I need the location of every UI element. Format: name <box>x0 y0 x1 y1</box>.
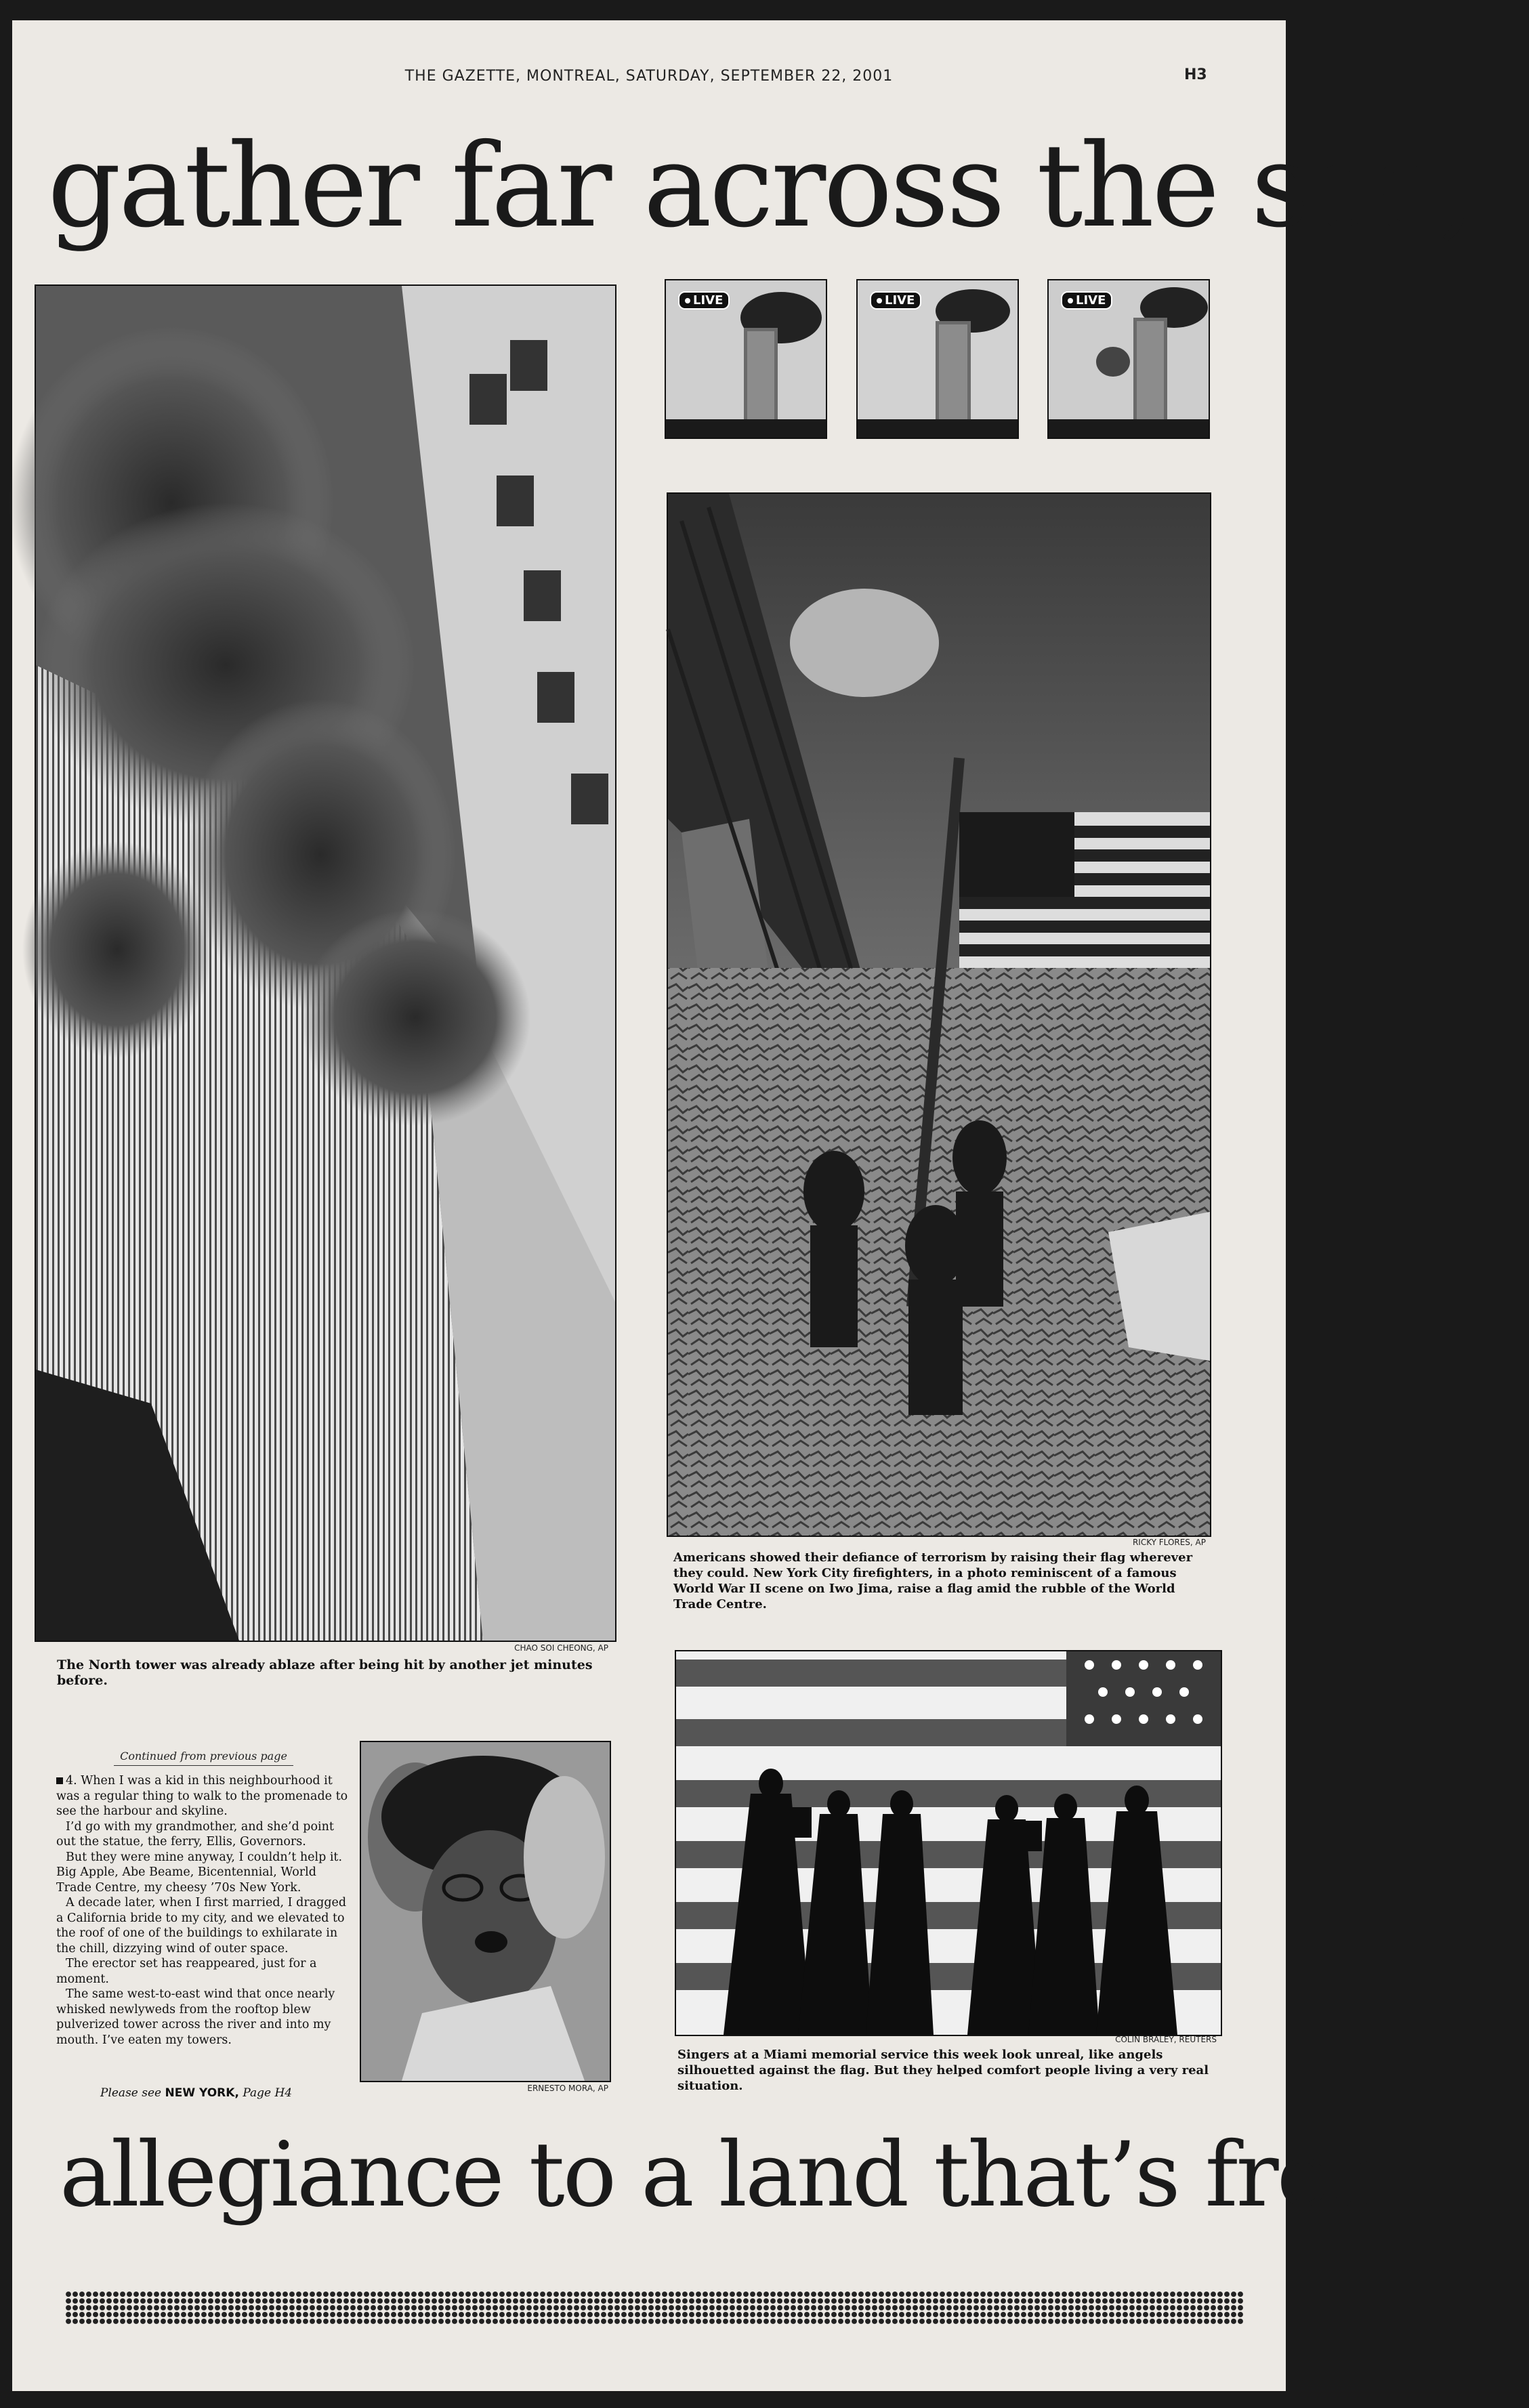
flag-raising-photo <box>667 492 1211 1537</box>
singers-photo <box>675 1650 1222 2036</box>
woman-photo-credit: ERNESTO MORA, AP <box>527 2084 608 2093</box>
tower-photo-image <box>36 286 615 1641</box>
paragraph-marker-icon <box>56 1777 63 1784</box>
article-paragraph-4: A decade later, when I first married, I dragged a California bride to my city, and we elevated to the roof of one of the buildings to exhilarate in the chill, dizzying wind of outer space. <box>56 1896 347 1956</box>
singers-credit: COLIN BRALEY, REUTERS <box>1115 2035 1217 2044</box>
dotted-rule <box>65 2291 1244 2325</box>
flag-raising-caption: Americans showed their defiance of terrorism by raising their flag wherever they could. New York City firefighters, in a photo reminiscent of a famous World War II scene on Iwo Jima, raise a flag amid the rubble of the World Trade Centre. <box>673 1550 1193 1611</box>
tower-photo-credit: CHAO SOI CHEONG, AP <box>514 1643 608 1653</box>
article-paragraph-6: The same west-to-east wind that once nearly whisked newlyweds from the rooftop blew pulverized tower across the river and into my mouth. I’ve eaten my towers. <box>56 1987 335 2047</box>
newspaper-page <box>12 20 1529 2391</box>
headline-bottom: allegiance to a land that’s free” <box>60 2123 1423 2227</box>
tower-photo <box>35 284 616 1642</box>
page-number: H3 <box>1184 66 1207 83</box>
see-also-page: Page H4 <box>243 2086 293 2100</box>
live-thumbnail-2 <box>856 279 1019 439</box>
live-thumbnail-3 <box>1047 279 1210 439</box>
live-badge-3: LIVE <box>1061 291 1112 310</box>
headline-top: gather far across the sea,” <box>47 119 1529 253</box>
woman-photo <box>360 1741 611 2082</box>
see-also-line <box>100 2086 292 2100</box>
woman-photo-image <box>361 1742 610 2081</box>
tower-photo-caption: The North tower was already ablaze after being hit by another jet minutes before. <box>57 1657 593 1688</box>
singers-photo-image <box>676 1651 1221 2035</box>
live-thumbnail-1 <box>665 279 827 439</box>
article-paragraph-3: But they were mine anyway, I couldn’t help it. Big Apple, Abe Beame, Bicentennial, World Trade Centre, my cheesy ’70s New York. <box>56 1850 343 1895</box>
article-body <box>56 1773 354 2048</box>
live-badge-2: LIVE <box>870 291 921 310</box>
flag-raising-credit: RICKY FLORES, AP <box>1132 1538 1206 1547</box>
article-paragraph-5: The erector set has reappeared, just for a moment. <box>56 1957 317 1986</box>
article-paragraph-1: 4. When I was a kid in this neighbourhood it was a regular thing to walk to the promenade to see the harbour and skyline. <box>56 1774 348 1818</box>
singers-caption: Singers at a Miami memorial service this week look unreal, like angels silhouetted against the flag. But they helped comfort people living a very real situation. <box>677 2048 1209 2093</box>
continued-label: Continued from previous page <box>114 1750 293 1766</box>
see-also-prefix: Please see <box>100 2086 162 2100</box>
flag-raising-photo-image <box>668 494 1210 1536</box>
live-badge-1: LIVE <box>678 291 730 310</box>
publication-line: THE GAZETTE, MONTREAL, SATURDAY, SEPTEMBER 22, 2001 <box>404 68 894 85</box>
see-also-section: NEW YORK, <box>165 2086 239 2100</box>
article-paragraph-2: I’d go with my grandmother, and she’d point out the statue, the ferry, Ellis, Governors. <box>56 1819 334 1849</box>
